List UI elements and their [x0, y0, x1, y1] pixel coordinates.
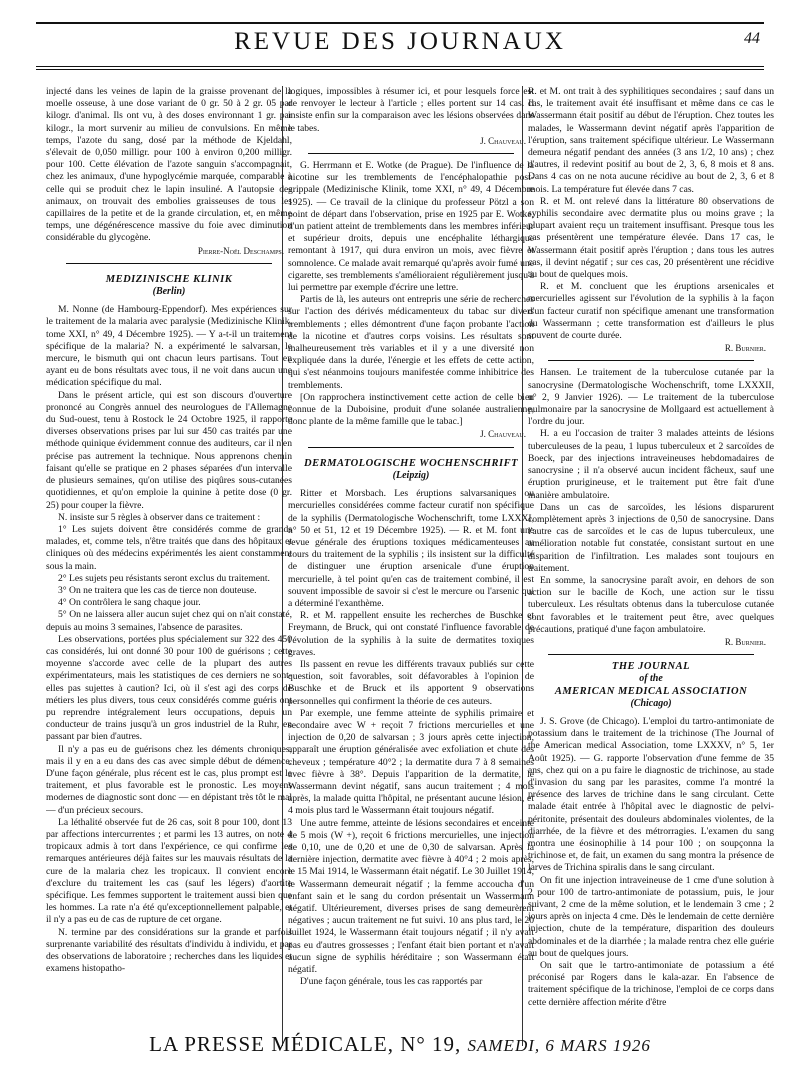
paragraph: R. et M. ont trait à des syphilitiques secondaires ; sauf dans un cas, le traitement avait été insuffisant et même dans ce cas le Wassermann était positif au début de l'éruption. Chez toutes les malades, le Wassermann devint négatif après l'apparition de l'éruption, sans traitement spécifique ultérieur. Le Wassermann demeura négatif pendant des années (3 ans 1/2, 10 ans) ; chez d'autres, il redevint positif au bout de 2, 3, 6, 8 mois et 8 ans. Dans 4 cas on ne nota aucune récidive au bout de 2, 3, 6 et 8 mois. La température fut élevée dans 7 cas. — [528, 86, 774, 195]
header-rule-bottom — [36, 66, 764, 67]
journal-city: (Chicago) — [630, 697, 672, 709]
journal-section-title: MEDIZINISCHE KLINIK — [105, 273, 233, 285]
paragraph: G. Herrmann et E. Wotke (de Prague). De l'influence de la nicotine sur les tremblements de l'encéphalopathie post-grippale (Medizinische Klinik, tome XXI, n° 49, 4 Décembre 1925). — Ce travail de la clinique du professeur Pötzl a son point de départ dans l'observation, prise en 1925 par E. Wotke, d'un patient atteint de tremblements dans les membres inférieur et supérieur droits, depuis une encéphalite léthargique remontant à 1917, qui dura environ un mois, avec fièvre et somnolence. Ce malade avait remarqué qu'après avoir fumé une cigarette, ses tremblements s'amélioraient régulièrement jusqu'à lui permettre par exemple d'écrire une lettre. — [288, 160, 534, 294]
paragraph: La léthalité observée fut de 26 cas, soit 8 pour 100, dont 13 par affections intercurrentes ; et parmi les 13 autres, on note 4 tropicaux admis à tort dans l'expérience, ce qui confirme les remarques antérieures déjà faites sur les mauvais résultats de la cure de la malaria chez les tropicaux. Il convient encore d'exclure du traitement les cas (sauf les légers) d'aortite spécifique. Les femmes supportent le traitement aussi bien que les hommes. La rate n'a été qu'exceptionnellement palpable, et il n'y a pas eu de cas de rupture de cet organe. — [46, 816, 292, 926]
divider — [66, 263, 272, 264]
column-3 — [528, 86, 774, 1009]
list-item: 3° On ne traitera que les cas de tierce non douteuse. — [58, 584, 257, 596]
divider — [548, 360, 754, 361]
paragraph: [On rapprochera instinctivement cette action de celle bien connue de la Duboisine, produit d'une solanée australienne, donc plante de la même famille que le tabac.] — [288, 391, 534, 428]
paragraph: N. insiste sur 5 règles à observer dans ce traitement : — [58, 511, 261, 523]
paragraph: Il n'y a pas eu de guérisons chez les déments chroniques, mais il y en a eu dans des cas avec simple début de démence. D'une façon générale, plus récent est le cas, plus prompt est le traitement, et plus favorable est le pronostic. Les moyens modernes de diagnostic sont donc — en dépistant très tôt le mal — d'un précieux secours. — [46, 743, 292, 816]
journal-city: (Berlin) — [152, 286, 186, 298]
paragraph: logiques, impossibles à résumer ici, et pour lesquels force est de renvoyer le lecteur à l'article ; elles portent sur 14 cas. Il insiste enfin sur la comparaison avec les lésions observées dans le tabes. — [288, 86, 534, 134]
author-signature: R. Burnier. — [724, 636, 766, 647]
divider — [308, 447, 514, 448]
paragraph: R. et M. ont relevé dans la littérature 80 observations de syphilis secondaire avec dermatite plus ou moins grave ; la plupart avaient reçu un traitement insuffisant. Presque tous les cas présentèrent une température élevée. Dans 17 cas, le Wassermann était positif après l'éruption ; dans tous les autres cas, il devint négatif ; sur ces cas, 20 présentèrent une récidive au bout de quelques mois. — [528, 195, 774, 281]
paragraph: injecté dans les veines de lapin de la graisse provenant de la moelle osseuse, à une dose variant de 0 gr. 50 à 2 gr. 05 par kilogr. d'animal. Ils ont vu, à des doses environnant 1 gr. par kilogr., la mort survenir au milieu de convulsions. En même temps, l'azote du sang, dosé par la méthode de Kjeldahl, s'élevait de 0,050 milligr. pour 100 à environ 0,200 milligr. pour 100. Cette élévation de l'azote sanguin s'accompagnait, chez les animaux, d'une hypoglycémie marquée, comparable à celle qui se produit chez le lapin insuliné. A l'autopsie des animaux, on trouvait des embolies graisseuses de tous les capillaires de la petite et de la grande circulation, et, en même temps, une dégénérescence massive du foie avec diminution considérable du glycogène. — [46, 86, 292, 244]
paragraph: R. et M. concluent que les éruptions arsenicales et mercurielles agissent sur l'évolution de la syphilis à la façon d'un facteur curatif non spécifique amenant une transformation du Wassermann ; cette transformation est d'ailleurs le plus souvent de courte durée. — [528, 281, 774, 342]
list-item: 1° Les sujets doivent être considérés comme de grands malades, et, comme tels, n'être traités que dans des hôpitaux et cliniques où des médecins expérimentés les aient constamment sous la main. — [46, 523, 292, 572]
list-item: 5° On ne laissera aller aucun sujet chez qui on n'ait constaté, depuis au moins 3 semaines, l'absence de parasites. — [46, 609, 292, 633]
journal-city: (Leipzig) — [392, 469, 430, 481]
header-rule-top — [36, 22, 764, 24]
column-2 — [288, 86, 534, 988]
author-signature: Pierre-Noël Deschamps. — [197, 245, 284, 256]
paragraph: Ritter et Morsbach. Les éruptions salvarsaniques ou mercurielles considérées comme facteur curatif non spécifique de la syphilis (Dermatologische Wochenschrift, tome LXXXI, n° 50 et 51, 12 et 19 Décembre 1925). — R. et M. font une revue générale des éruptions toxiques médicamenteuses au cours du traitement de la syphilis ; ils insistent sur la difficulté de distinguer une éruption arsenicale d'une éruption mercurielle, à tel point qu'en cas de traitement combiné, il est souvent impossible de savoir si c'est le mercure ou l'arsenic qui a déterminé l'exanthème. — [288, 488, 534, 609]
divider — [548, 654, 754, 655]
journal-section-title-line1: THE JOURNAL — [611, 661, 691, 673]
list-item: 2° Les sujets peu résistants seront exclus du traitement. — [58, 572, 270, 584]
journal-section-title: DERMATOLOGISCHE WOCHENSCHRIFT — [304, 457, 518, 469]
paragraph: Partis de là, les auteurs ont entrepris une série de recherches sur l'action des dérivés médicamenteux du tabac sur divers tremblements ; elles démontrent d'une façon probante l'action de la nicotine et d'autres corps voisins. Les résultats sont malheureusement très variables et il y a une diversité non expliquée dans la durée, l'énergie et les effets de cette action, qui s'est néanmoins toujours manifestée comme inhibitrice des tremblements. — [288, 294, 534, 391]
journal-section-title-line2: of the — [639, 673, 663, 685]
paragraph: M. Nonne (de Hambourg-Eppendorf). Mes expériences sur le traitement de la malaria avec paralysie (Medizinische Klinik, tome XXI, n° 49, 4 Décembre 1925). — Y a-t-il un traitement spécifique de la malaria? N. a expérimenté le salvarsan, le mercure, le bismuth qui ont chacun leurs partisans. Tout en ayant eu de bons résultats avec tous, il ne voit dans aucun une médication spécifique du mal. — [46, 304, 292, 389]
header-rule-bottom-2 — [36, 69, 764, 70]
paragraph: R. et M. rappellent ensuite les recherches de Buschke et Freymann, de Bruck, qui ont constaté l'influence favorable de l'évolution de la syphilis à la suite de dermatites toxiques graves. — [288, 610, 534, 658]
paragraph: H. a eu l'occasion de traiter 3 malades atteints de lésions tuberculeuses de la peau, 1 lupus tuberculeux et 2 sarcoïdes de Boeck, par des injections intraveineuses hebdomadaires de sanocrysine ; il n'a observé aucun incident fâcheux, sauf une éruption prurigineuse, et le traitement put être fait d'une manière ambulatoire. — [528, 428, 774, 501]
page-header-title: REVUE DES JOURNAUX — [234, 28, 566, 55]
author-signature: J. Chauveau. — [480, 429, 526, 440]
footer-journal-name: LA PRESSE MÉDICALE, N° 19, — [149, 1032, 462, 1056]
paragraph: On fit une injection intraveineuse de 1 cme d'une solution à 2 pour 100 de tartro-antimoniate de potassium, puis, le jour suivant, 2 cme de la même solution, et le lendemain 3 cme ; 2 jours après on injecta 4 cme. Dès le lendemain de cette dernière injection, chute de la température, disparition des douleurs abdominales et de la diarrhée ; la malade rentra chez elle guérie au bout de quelques jours. — [528, 874, 774, 959]
journal-section-title-line3: AMERICAN MEDICAL ASSOCIATION — [554, 685, 748, 697]
paragraph: Ils passent en revue les différents travaux publiés sur cette question, soit favorables, soit défavorables à l'opinion de Buschke et de Bruck et ils apportent 9 observations personnelles qui confirment la théorie de ces auteurs. — [288, 658, 534, 707]
column-1 — [46, 86, 292, 975]
paragraph: N. termine par des considérations sur la grande et parfois surprenante variabilité des résultats d'individu à individu, et par des observations de laboratoire ; recherches dans les liquides et examens histopatho- — [46, 926, 292, 975]
divider — [308, 153, 514, 154]
list-item: 4° On contrôlera le sang chaque jour. — [58, 597, 201, 609]
paragraph: Les observations, portées plus spécialement sur 322 des 450 cas considérés, lui ont donné 30 pour 100 de guérisons ; cette moyenne s'accorde avec celle de la plupart des autres expérimentateurs, mais les statistiques de ces derniers ne sont-elles pas sujettes à caution? Ici, où il s'est agi des corps de métiers les plus divers, tous ceux considérés comme guéris ont pu reprendre intégralement leurs occupations, depuis un conducteur de trains jusqu'à un gros industriel de la Ruhr, en passant par bien d'autres. — [46, 633, 292, 743]
paragraph: J. S. Grove (de Chicago). L'emploi du tartro-antimoniate de potassium dans le traitement de la trichinose (The Journal of the American medical Association, tome LXXXV, n° 5, 1er Août 1925). — G. rapporte l'observation d'une femme de 35 ans, chez qui on a pu faire le diagnostic de trichinose, au stade d'invasion du sang par les parasites, comme l'a montré la présence des larves de trichine dans le sang circulant. Cette malade était entrée à l'hôpital avec le diagnostic de pelvi-péritonite, présentait des douleurs abdominales violentes, de la diarrhée, de la fièvre et des métrorragies. L'examen du sang montra une éosinophilie à 14 pour 100 ; on soupçonna la trichinose et, de fait, un examen du sang montra la présence de larves de Trichina spiralis dans le sang circulant. — [528, 715, 774, 874]
paragraph: En somme, la sanocrysine paraît avoir, en dehors de son action sur le bacille de Koch, une action sur le tissu tuberculeux. Les résultats obtenus dans la tuberculose cutanée sont favorables et le traitement peut être, avec quelques précautions, pratiqué d'une façon ambulatoire. — [528, 574, 774, 635]
paragraph: Par exemple, une femme atteinte de syphilis primaire et secondaire avec W + reçoit 7 frictions mercurielles et une injection de 0,20 de salvarsan ; 3 jours après cette injection, apparaît une éruption généralisée avec exfoliation et chute des cheveux ; température 40°2 ; la dermatite dura 7 à 8 semaines avec fièvre à 38°. Depuis l'apparition de la dermatite, le Wassermann devint négatif, sans aucun traitement ; 4 mois après, la malade quitta l'hôpital, ne présentant aucune lésion, et 4 mois plus tard le Wassermann était toujours négatif. — [288, 707, 534, 817]
paragraph: Hansen. Le traitement de la tuberculose cutanée par la sanocrysine (Dermatologische Wochenschrift, tome LXXXII, n° 2, 9 Janvier 1926). — Le traitement de la tuberculose pulmonaire par la sanocrysine de Mollgaard est actuellement à l'ordre du jour. — [528, 367, 774, 428]
page-number: 44 — [744, 30, 760, 47]
paragraph: Dans le présent article, qui est son discours d'ouverture prononcé au Congrès annuel des neurologues de l'Allemagne du Sud-ouest, tenu à Rostock le 24 Octobre 1925, il rapporte diverses observations prises par lui sur 450 cas traités par une méthode quinique évidemment connue des auditeurs, car il n'en précise pas autrement la technique. Nous apprenons chemin faisant qu'elle se pratique en 2 phases séparées d'un intervalle de plusieurs semaines, qu'on utilise des piqûres sous-cutanées quotidiennes, et qu'on emploie la quinine à petite dose (0 gr. 25) pour couper la fièvre. — [46, 389, 292, 511]
author-signature: R. Burnier. — [724, 343, 766, 354]
paragraph: Une autre femme, atteinte de lésions secondaires et enceinte de 5 mois (W +), reçoit 6 frictions mercurielles, une injection de 0,10, une de 0,20 et une de 0,30 de salvarsan. Après la dernière injection, dermatite avec fièvre à 40°4 ; 2 mois après, le 15 Mai 1914, le Wassermann était négatif. Le 30 Juillet 1914, le Wassermann demeurait négatif ; la femme accoucha d'un enfant sain et le sang du cordon présentait un Wassermann négatif. Ultérieurement, diverses prises de sang demeurèrent négatives ; aucun traitement ne fut suivi. 10 ans plus tard, le 20 Juillet 1924, le Wassermann était toujours négatif ; il n'y avait pas eu d'autres grossesses ; l'enfant était bien portant et n'avait aucun signe de syphilis héréditaire ; son Wassermann était négatif. — [288, 817, 534, 976]
paragraph: D'une façon générale, tous les cas rapportés par — [300, 976, 483, 988]
footer-date: SAMEDI, 6 MARS 1926 — [467, 1036, 651, 1055]
page-footer — [0, 1032, 800, 1057]
paragraph: Dans un cas de sarcoïdes, les lésions disparurent complètement après 3 injections de 0,50 de sanocrysine. Dans l'autre cas de sarcoïdes et le cas de lupus tuberculeux, une amélioration notable fut constatée, consistant surtout en une disparition de l'infiltration. Les malades sont toujours en traitement. — [528, 501, 774, 574]
author-signature: J. Chauveau. — [480, 135, 526, 146]
paragraph: On sait que le tartro-antimoniate de potassium a été préconisé par Rogers dans le kala-azar. En l'absence de traitement spécifique de la trichinose, l'emploi de ce corps dans cette dernière affection mérite d'être — [528, 960, 774, 1008]
